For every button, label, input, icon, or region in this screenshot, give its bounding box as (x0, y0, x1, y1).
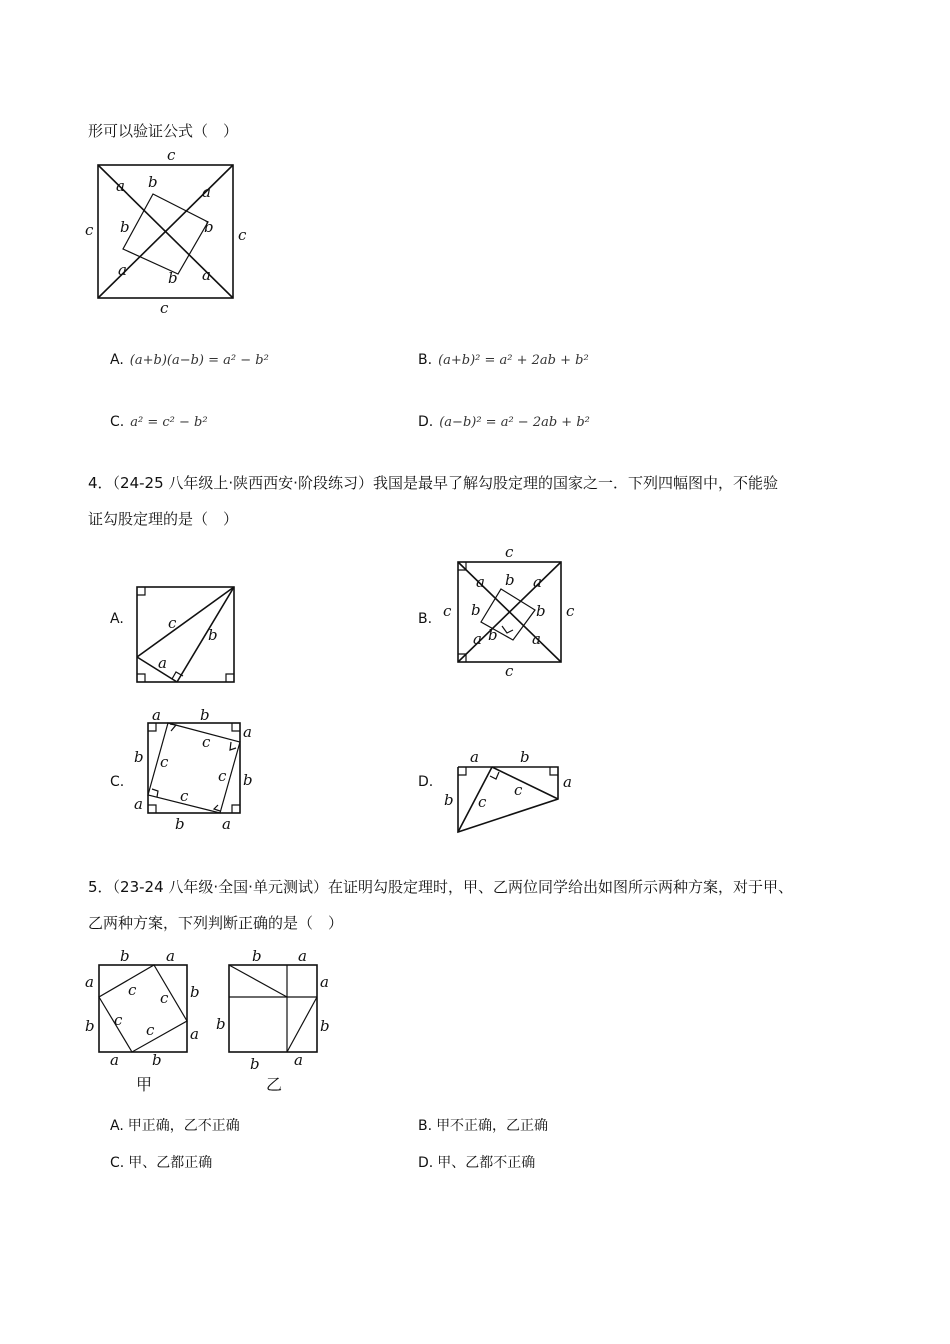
q5-option-b[interactable]: B. 甲不正确，乙正确 (418, 1118, 549, 1134)
q4c-label-b-right: b (243, 771, 253, 789)
q5y-label-b-right: b (320, 1017, 330, 1035)
q5-figure-jia (82, 945, 207, 1095)
q4-figure-c (130, 705, 260, 835)
q3-label-c-bottom: c (160, 299, 169, 317)
q5y-label-b-top: b (252, 947, 262, 965)
q4-option-c[interactable]: C. (110, 774, 125, 790)
q5-caption-yi: 乙 (266, 1075, 283, 1094)
q5y-label-a-top: a (298, 947, 307, 965)
q4-option-b[interactable]: B. (418, 611, 433, 627)
q5j-label-b-top: b (120, 947, 130, 965)
q4-number: 4． (88, 474, 113, 492)
q4c-label-c-2: c (160, 753, 169, 771)
q4b-label-c-top: c (505, 543, 514, 561)
q4-line2: 证勾股定理的是（ ） (88, 510, 239, 528)
q3-label-a-1: a (116, 177, 125, 195)
q4b-label-b-3: b (536, 602, 546, 620)
q4c-label-b-top: b (200, 706, 210, 724)
q3-label-c-right: c (238, 226, 247, 244)
q4-figure-a (130, 580, 240, 690)
q3-label-a-3: a (118, 261, 127, 279)
q3-label-c-left: c (85, 221, 94, 239)
q5-figure-yi (212, 945, 342, 1095)
q5j-label-a-bottom: a (110, 1051, 119, 1069)
q5j-label-a-left: a (85, 973, 94, 991)
q4b-label-a-3: a (473, 630, 482, 648)
q4b-label-a-4: a (532, 630, 541, 648)
q4d-label-a-top: a (470, 748, 479, 766)
q3-option-b[interactable]: B. (a+b)² = a² + 2ab + b² (418, 352, 589, 368)
q5j-label-b-right: b (190, 983, 200, 1001)
q5-option-d[interactable]: D. 甲、乙都不正确 (418, 1155, 536, 1171)
q4c-label-b-left: b (134, 748, 144, 766)
q4b-label-c-right: c (566, 602, 575, 620)
q5j-label-c-1: c (128, 981, 137, 999)
q4b-label-a-1: a (476, 573, 485, 591)
q4-option-a[interactable]: A. (110, 611, 124, 627)
q4-figure-d (440, 745, 590, 840)
q5-line1: 5．（23-24 八年级·全国·单元测试）在证明勾股定理时，甲、乙两位同学给出如图所示两种方案，对于甲、 (88, 878, 793, 896)
q3-label-a-2: a (202, 183, 211, 201)
q5j-label-a-right: a (190, 1025, 199, 1043)
q5j-label-a-top: a (166, 947, 175, 965)
q3-option-d[interactable]: D. (a−b)² = a² − 2ab + b² (418, 414, 590, 430)
q4b-label-c-bottom: c (505, 662, 514, 680)
q4c-label-a-top: a (152, 706, 161, 724)
q4d-label-b-top: b (520, 748, 530, 766)
q4b-label-b-1: b (505, 571, 515, 589)
q4a-label-a: a (158, 654, 167, 672)
q5y-label-a-bottom: a (294, 1051, 303, 1069)
q4-option-d[interactable]: D. (418, 774, 434, 790)
q4d-label-b-left: b (444, 791, 454, 809)
q5j-label-b-bottom: b (152, 1051, 162, 1069)
q4c-label-c-3: c (218, 767, 227, 785)
q5-caption-jia: 甲 (136, 1075, 153, 1094)
q5j-label-c-2: c (160, 989, 169, 1007)
q5-number: 5． (88, 878, 113, 896)
q5-line2: 乙两种方案，下列判断正确的是（ ） (88, 914, 344, 932)
q4d-label-c-1: c (478, 793, 487, 811)
q4a-label-c: c (168, 614, 177, 632)
q4-line1: 4．（24-25 八年级上·陕西西安·阶段练习）我国是最早了解勾股定理的国家之一．下列四幅图中，不能验 (88, 474, 778, 492)
q4b-label-b-4: b (488, 626, 498, 644)
q3-option-a[interactable]: A. (a+b)(a−b) = a² − b² (110, 352, 269, 368)
q5y-label-b-left: b (216, 1015, 226, 1033)
q4d-label-a-right: a (563, 773, 572, 791)
q4c-label-a-left: a (134, 795, 143, 813)
q3-label-b-4: b (168, 269, 178, 287)
q3-label-b-2: b (120, 218, 130, 236)
q4c-label-c-4: c (180, 787, 189, 805)
q4b-label-c-left: c (443, 602, 452, 620)
q3-label-c-top: c (167, 146, 176, 164)
q5j-label-c-4: c (146, 1021, 155, 1039)
q4b-label-a-2: a (533, 573, 542, 591)
q3-stem-tail: 形可以验证公式（ ） (88, 122, 239, 140)
q4a-label-b: b (208, 626, 218, 644)
q5-option-a[interactable]: A. 甲正确，乙不正确 (110, 1118, 240, 1134)
q4c-label-a-bottom: a (222, 815, 231, 833)
q5j-label-c-3: c (114, 1011, 123, 1029)
q3-option-c[interactable]: C. a² = c² − b² (110, 414, 208, 430)
q4-figure-b (438, 542, 588, 682)
q5j-label-b-left: b (85, 1017, 95, 1035)
q3-figure (80, 145, 260, 315)
q4c-label-a-right: a (243, 723, 252, 741)
q4c-label-c-1: c (202, 733, 211, 751)
q3-label-b-3: b (204, 218, 214, 236)
q5y-label-a-right: a (320, 973, 329, 991)
q4b-label-b-2: b (471, 601, 481, 619)
q3-label-a-4: a (202, 266, 211, 284)
q3-label-b-1: b (148, 173, 158, 191)
q5-option-c[interactable]: C. 甲、乙都正确 (110, 1155, 213, 1171)
q5y-label-b-bottom: b (250, 1055, 260, 1073)
q4d-label-c-2: c (514, 781, 523, 799)
q4c-label-b-bottom: b (175, 815, 185, 833)
